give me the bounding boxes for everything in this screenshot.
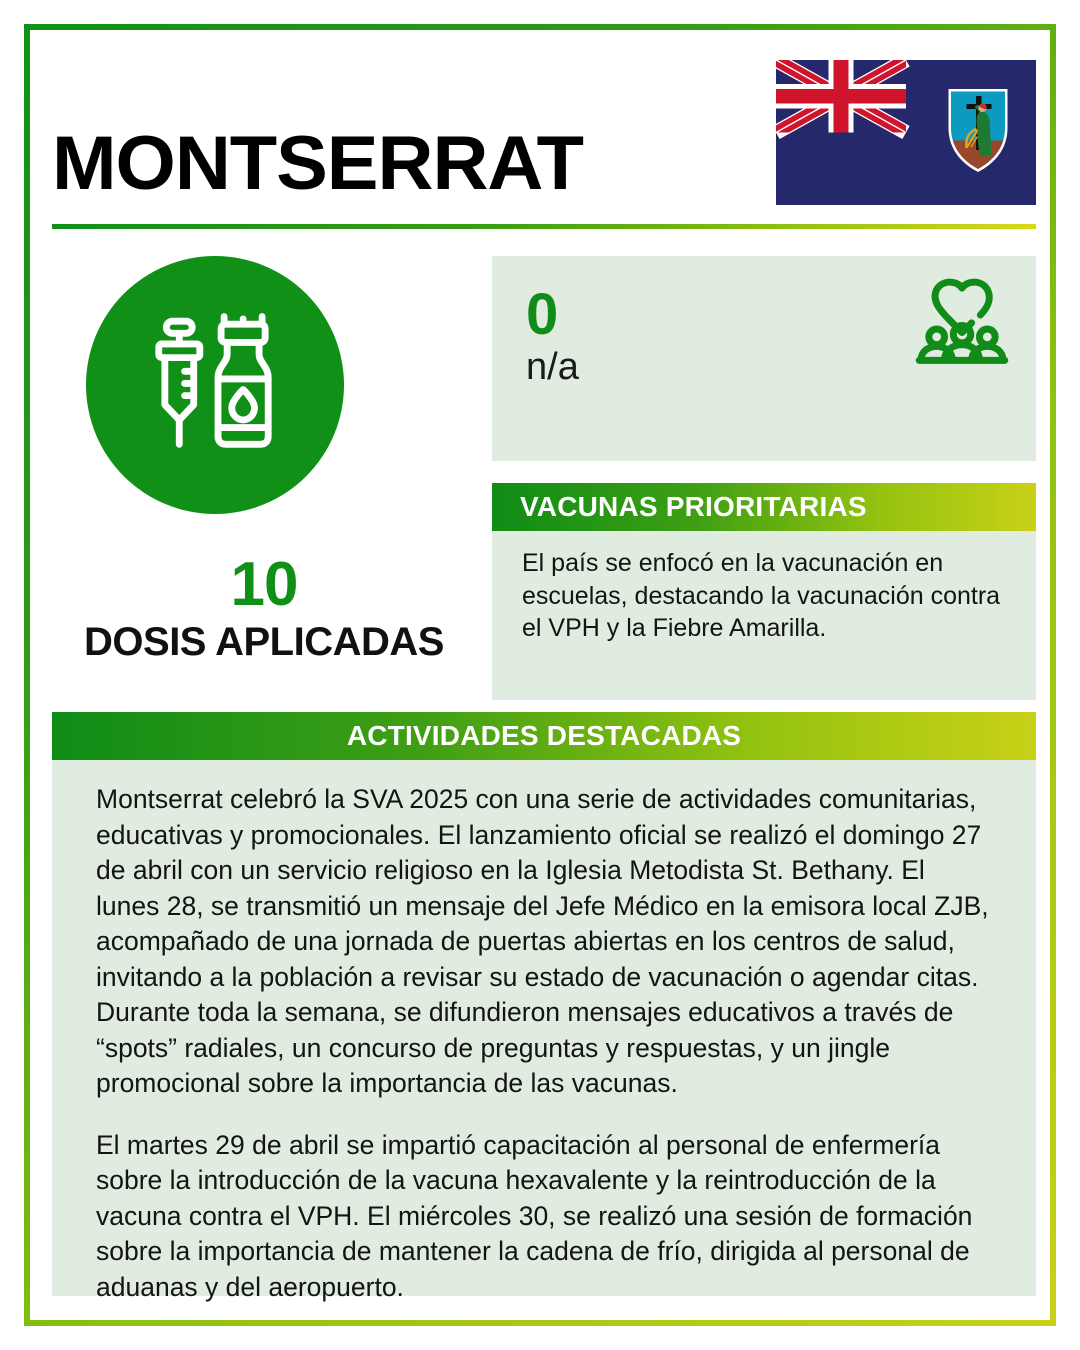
activities-paragraph-2: El martes 29 de abril se impartió capacitación al personal de enfermería sobre la introducción de la vacuna hexavalente y la reintroducción de la vacuna contra el VPH. El miércoles 30, se realizó una sesión de formación sobre la importancia de mantener la cadena de frío, dirigida al personal de aduanas y del aeropuerto. [96,1129,973,1302]
header-divider [52,224,1036,229]
priority-vaccines-header [492,483,1036,531]
coverage-sublabel: n/a [526,346,579,388]
people-heart-icon [914,274,1010,370]
doses-label: DOSIS APLICADAS [84,620,444,664]
header [52,48,1036,248]
page-border-frame [24,24,1056,1326]
coverage-value: 0 [526,282,559,347]
activities-card [52,712,1036,1302]
activities-header [52,712,1036,760]
activities-paragraph-1: Montserrat celebró la SVA 2025 con una serie de actividades comunitarias, educativas y promocionales. El lanzamiento oficial se realizó el domingo 27 de abril con un servicio religioso en la Iglesia Metodista St. Bethany. El lunes 28, se transmitió un mensaje del Jefe Médico en la emisora local ZJB, acompañado de una jornada de puertas abiertas en los centros de salud, invitando a la población a revisar su estado de vacunación o agendar citas. Durante toda la semana, se difundieron mensajes educativos a través de “spots” radiales, un concurso de preguntas y respuestas, y un jingle promocional sobre la importancia de las vacunas. [96,784,989,1098]
doses-column [52,238,476,700]
priority-vaccines-card [492,483,1036,700]
page-title: MONTSERRAT [52,121,583,206]
montserrat-flag [776,60,1036,205]
page-canvas [30,30,1050,1320]
right-column [492,238,1036,700]
priority-vaccines-body: El país se enfocó en la vacunación en escuelas, destacando la vacunación contra el VPH y la Fiebre Amarilla. [522,549,1001,642]
syringe-vial-icon [139,309,291,461]
coverage-stat-card [492,256,1036,461]
priority-vaccines-title: VACUNAS PRIORITARIAS [520,491,867,522]
doses-icon-circle [86,256,344,514]
mid-section [52,238,1036,700]
doses-value: 10 [230,550,298,619]
activities-body [52,760,1036,1305]
activities-title: ACTIVIDADES DESTACADAS [346,720,742,751]
